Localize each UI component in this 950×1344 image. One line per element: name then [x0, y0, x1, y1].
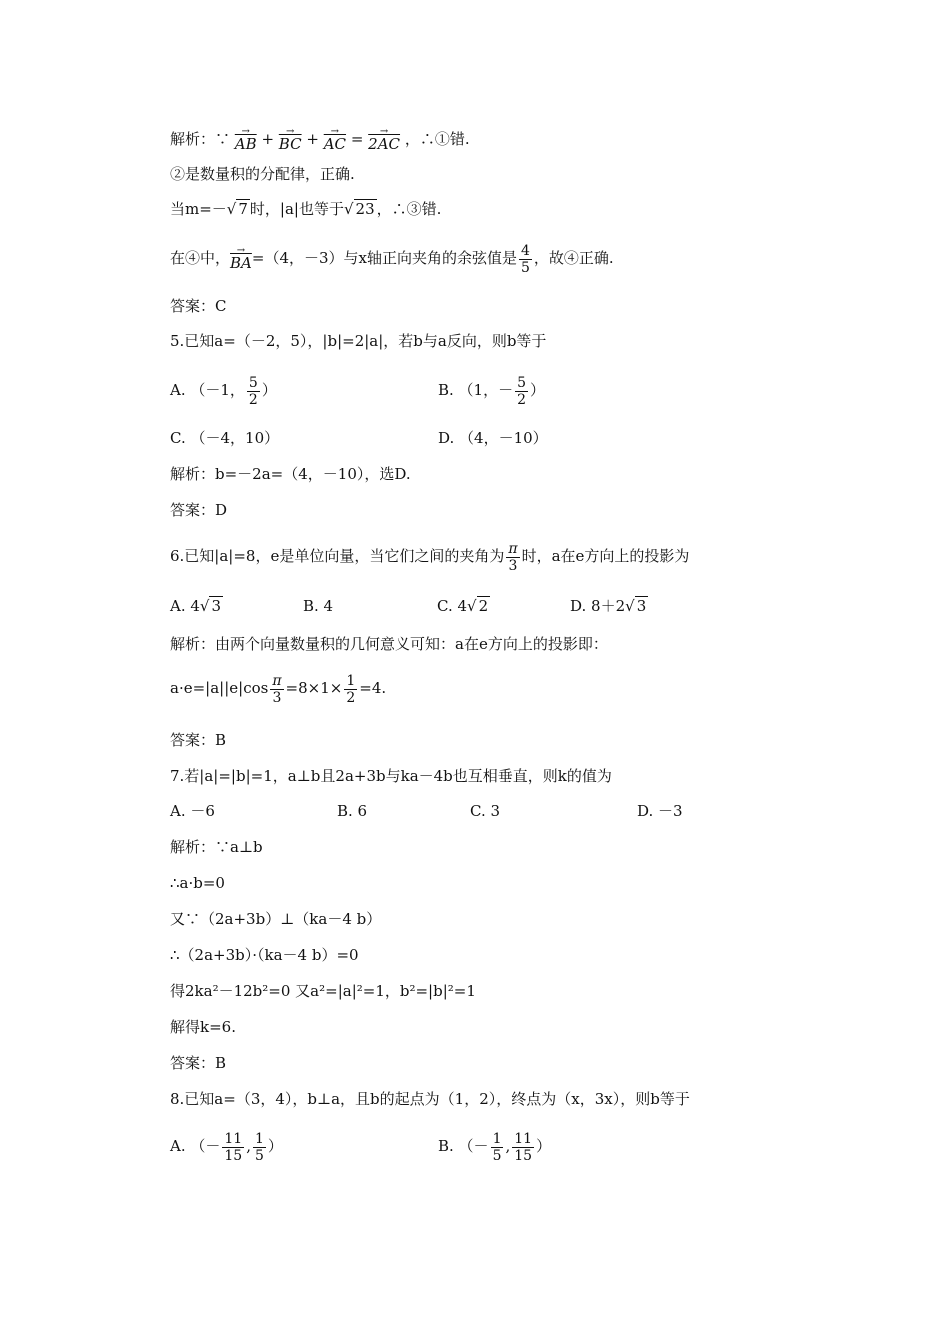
text-segment: a·e=|a||e|cos	[170, 679, 269, 697]
answer-4: 答案：C	[170, 297, 227, 315]
vector-ab: → $\overline{AB}$	[234, 126, 257, 153]
sqrt-7: √ 7	[226, 200, 248, 218]
text-segment: =4.	[359, 679, 387, 697]
q6-option-c	[437, 596, 490, 616]
answer-6: 答案：B	[170, 731, 227, 749]
vector-ba: → $\overline{BA}$	[230, 245, 252, 272]
q5-option-c: C. （－4，10）	[170, 429, 280, 447]
plus-sign: +	[261, 130, 275, 148]
q7-explanation-5: 得2ka²－12b²=0 又a²=|a|²=1，b²=|b|²=1	[170, 982, 476, 1000]
question-8-stem: 8.已知a=（3，4），b⊥a，且b的起点为（1，2），终点为（x，3x），则b等于	[170, 1090, 690, 1108]
text-segment: =8×1×	[285, 679, 343, 697]
text-segment: ,	[246, 1137, 251, 1155]
explanation-4-line-3	[170, 199, 441, 219]
q7-option-a: A. －6	[170, 802, 215, 820]
text-segment: B. （1，－	[438, 381, 514, 399]
sqrt-3: √ 3	[199, 597, 222, 615]
q8-option-b	[438, 1126, 551, 1166]
text-segment: ）	[261, 381, 277, 399]
q7-explanation-3: 又∵（2a+3b）⊥（ka－4 b）	[170, 910, 382, 928]
explanation-4-line-2: ②是数量积的分配律，正确.	[170, 165, 355, 183]
q6-option-d	[570, 596, 648, 616]
q7-explanation-6: 解得k=6.	[170, 1018, 236, 1036]
plus-sign: +	[306, 130, 319, 148]
q5-explanation: 解析：b=－2a=（4，－10），选D.	[170, 465, 411, 483]
text-segment: ，∴③错.	[376, 200, 442, 218]
q6-option-a	[170, 596, 223, 616]
q6-explanation-1: 解析：由两个向量数量积的几何意义可知：a在e方向上的投影即：	[170, 635, 608, 653]
explanation-4-line-4	[170, 240, 614, 276]
answer-7: 答案：B	[170, 1054, 227, 1072]
q5-option-d: D. （4，－10）	[438, 429, 548, 447]
fraction-1-5: $\frac{1}{5}$	[254, 1130, 264, 1164]
fraction-1-5: $\frac{1}{5}$	[492, 1130, 502, 1164]
fraction-11-15: $\frac{11}{15}$	[514, 1130, 533, 1164]
text-segment: C. 4	[437, 597, 468, 615]
text-segment: B. （－	[438, 1137, 489, 1155]
sqrt-2: √ 2	[467, 597, 489, 615]
explanation-suffix: ，∴①错.	[404, 130, 470, 148]
fraction: $\frac{5}{2}$	[248, 374, 258, 408]
text-segment: A. （－1，	[170, 381, 245, 399]
fraction-pi-3: $\frac{\pi}{3}$	[508, 540, 518, 574]
answer-5: 答案：D	[170, 501, 228, 519]
text-segment: 当m=－	[170, 200, 227, 218]
q7-option-c: C. 3	[470, 802, 501, 820]
sqrt-3: √ 3	[625, 597, 647, 615]
fraction-pi-3: $\frac{\pi}{3}$	[272, 672, 282, 706]
fraction-1-2: $\frac{1}{2}$	[346, 672, 356, 706]
q7-explanation-2: ∴a·b=0	[170, 874, 225, 892]
text-segment: ）	[267, 1137, 283, 1155]
text-segment: 在④中，	[170, 249, 231, 267]
text-segment: 6.已知|a|=8，e是单位向量，当它们之间的夹角为	[170, 547, 505, 565]
explanation-prefix: 解析：∵	[170, 130, 231, 148]
q7-explanation-1: 解析：∵a⊥b	[170, 838, 263, 856]
sqrt-23: √ 23	[343, 200, 375, 218]
q5-option-b	[438, 372, 545, 408]
text-segment: =（4，－3）与x轴正向夹角的余弦值是	[251, 249, 517, 267]
text-segment: A. （－	[170, 1137, 221, 1155]
q6-option-b: B. 4	[303, 597, 334, 615]
q5-option-a	[170, 372, 277, 408]
text-segment: ,	[505, 1137, 511, 1155]
text-segment: ，故④正确.	[533, 249, 614, 267]
q7-option-d: D. －3	[637, 802, 683, 820]
fraction: $\frac{5}{2}$	[517, 374, 527, 408]
question-6-stem	[170, 538, 689, 574]
fraction-4-5: $\frac{4}{5}$	[521, 242, 530, 276]
q7-explanation-4: ∴（2a+3b）·（ka－4 b）=0	[170, 946, 359, 964]
question-5-stem: 5.已知a=（－2，5），|b|=2|a|，若b与a反向，则b等于	[170, 332, 547, 350]
text-segment: 时，|a|也等于	[249, 200, 344, 218]
question-7-stem: 7.若|a|=|b|=1，a⊥b且2a+3b与ka－4b也互相垂直，则k的值为	[170, 767, 612, 785]
text-segment: ）	[536, 1137, 552, 1155]
text-segment: A. 4	[170, 597, 200, 615]
fraction-11-15: $\frac{11}{15}$	[224, 1130, 243, 1164]
vector-ac: → $\overline{AC}$	[323, 126, 347, 153]
text-segment: ）	[530, 381, 546, 399]
q8-option-a	[170, 1126, 283, 1166]
text-segment: 时，a在e方向上的投影为	[521, 547, 690, 565]
equals-sign: =	[350, 130, 364, 148]
text-segment: D. 8＋2	[570, 597, 626, 615]
vector-bc: → $\overline{BC}$	[278, 126, 302, 153]
q6-explanation-2	[170, 668, 386, 708]
q7-option-b: B. 6	[337, 802, 368, 820]
vector-2ac: → 2AC	[368, 126, 401, 153]
explanation-4-line-1	[170, 128, 470, 152]
